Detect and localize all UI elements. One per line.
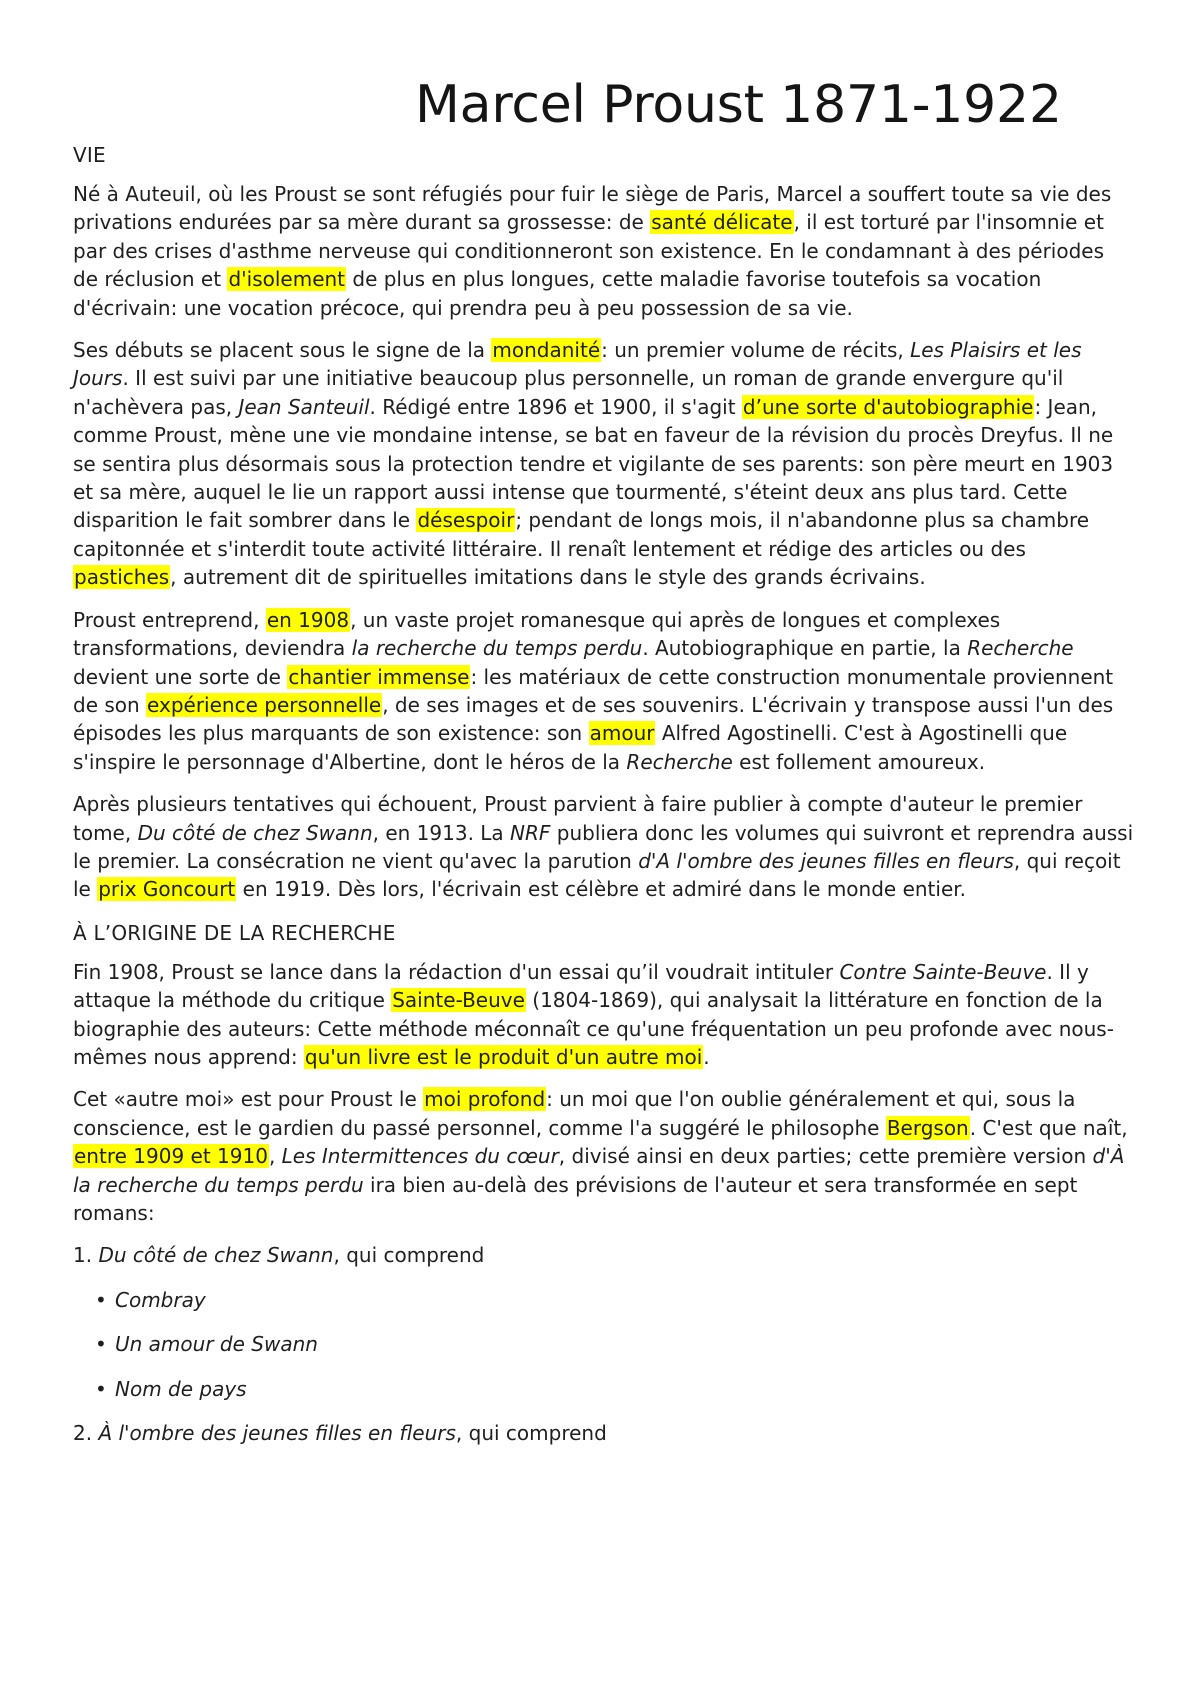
text-run: Né à Auteuil, où les Proust se sont réfugiés pour fuir le siège de Paris, Marcel a souffert toute sa vie des privations endurées par sa mère durant sa grossesse: de [73,182,1112,235]
text-run: Ses débuts se placent sous le signe de la [73,338,492,363]
highlighted-text: amour [589,721,655,746]
text-run: devient une sorte de [73,664,288,689]
bullet-list-item [73,1375,1134,1403]
text-run: , de ses images et de ses souvenirs. L'écrivain y transpose aussi l'un des épisodes les plus marquants de son existence: son [73,692,1114,746]
highlighted-text: chantier immense [288,664,470,689]
text-run: : Jean, comme Proust, mène une vie mondaine intense, se bat en faveur de la révision du procès Dreyfus. Il ne se sentira plus désormais sous la protection tendre et vigilante de ses parents: son père meurt en 1903 et sa mère, auquel le lie un rapport aussi intense que tourmenté, s'éteint deux ans plus tard. Cette disparition le fait sombrer dans le [73,394,1114,533]
book-title: Du côté de chez Swann [98,1243,334,1268]
text-run: publiera donc les volumes qui suivront et reprendra aussi le premier. La consécration ne vient qu'avec la parution [73,820,1134,873]
italic-text: Les Intermittences du cœur [281,1144,559,1169]
text-run: ; pendant de longs mois, il n'abandonne plus sa chambre capitonnée et s'interdit toute activité littéraire. Il renaît lentement et rédige des articles ou des [73,508,1090,561]
text-run: , divisé ainsi en deux parties; cette première version [558,1144,1093,1169]
paragraph [73,1085,1134,1227]
text-run: . Rédigé entre 1896 et 1900, il s'agit [369,394,742,419]
list-number: 1. [73,1243,93,1268]
highlighted-text: désespoir [417,508,515,533]
text-run: . Il y attaque la méthode du critique [73,959,1089,1013]
text-run: ira bien au-delà des prévisions de l'auteur et sera transformée en sept romans: [73,1172,1078,1225]
italic-text: Du côté de chez Swann [137,820,373,845]
text-run: . C'est que naît, [969,1115,1128,1140]
section-heading-origine: À L’ORIGINE DE LA RECHERCHE [73,920,396,945]
text-run: Après plusieurs tentatives qui échouent, Proust parvient à faire publier à compte d'auteur le premier tome, [73,792,1083,845]
numbered-list-item [73,1419,1134,1447]
highlighted-text: en 1908 [266,607,350,632]
highlighted-text: entre 1909 et 1910 [74,1144,268,1169]
italic-text: Jean Santeuil [238,394,370,419]
list-item-suffix: , qui comprend [455,1421,607,1446]
text-run: , un vaste projet romanesque qui après de longues et complexes transformations, deviendra [73,607,1001,661]
bullet-icon: • [95,1287,107,1312]
highlighted-text: mondanité [492,338,601,363]
bullet-list-item [73,1330,1134,1358]
text-run: est follement amoureux. [732,749,986,774]
italic-text: Les Plaisirs et les Jours [73,338,1082,391]
bullet-icon: • [95,1376,107,1401]
list-item-suffix: , qui comprend [333,1243,485,1268]
text-run: Alfred Agostinelli. C'est à Agostinelli que s'inspire le personnage d'Albertine, dont le héros de la [73,721,1068,774]
text-run: , en 1913. La [372,820,511,845]
text-run: de plus en plus longues, cette maladie favorise toutefois sa vocation d'écrivain: une vocation précoce, qui prendra peu à peu possession de sa vie. [73,267,1042,320]
text-run: : un moi que l'on oublie généralement et qui, sous la conscience, est le gardien du passé personnel, comme l'a suggéré le philosophe [73,1087,1076,1140]
text-run: , qui reçoit le [73,848,1121,902]
text-run: Fin 1908, Proust se lance dans la rédaction d'un essai qu’il voudrait intituler [73,959,840,984]
text-run: Cet «autre moi» est pour Proust le [73,1087,424,1112]
bullet-icon: • [95,1332,107,1357]
highlighted-text: d’une sorte d'autobiographie [742,394,1034,419]
italic-text: d'À la recherche du temps perdu [73,1144,1125,1197]
text-run: en 1919. Dès lors, l'écrivain est célèbre et admiré dans le monde entier. [236,877,967,902]
text-run: , il est torturé par l'insomnie et par des crises d'asthme nerveuse qui conditionneront son existence. En le condamnant à des périodes de réclusion et [73,210,1105,292]
text-run: , [268,1144,282,1169]
highlighted-text: santé délicate [651,210,793,235]
highlighted-text: Sainte-Beuve [392,988,525,1013]
highlighted-text: prix Goncourt [98,877,236,902]
text-run: . [703,1044,710,1069]
section-heading-vie: VIE [73,143,106,167]
paragraph [73,606,1134,776]
book-title: À l'ombre des jeunes filles en fleurs [98,1421,456,1446]
text-run: . Autobiographique en partie, la [642,636,968,661]
text-run: . Il est suivi par une initiative beaucoup plus personnelle, un roman de grande envergure qu'il n'achèvera pas, [73,366,1064,419]
text-run: Proust entreprend, [73,607,266,632]
text-run: : les matériaux de cette construction monumentale proviennent de son [73,664,1114,717]
list-number: 2. [73,1421,93,1446]
paragraph [73,958,1134,1072]
highlighted-text: pastiches [74,565,170,590]
italic-text: la recherche du temps perdu [351,636,643,661]
italic-text: Recherche [967,636,1074,661]
italic-text: Contre Sainte-Beuve [839,959,1047,984]
sub-item-title: Un amour de Swann [115,1332,318,1357]
italic-text: d'A l'ombre des jeunes filles en fleurs [638,848,1014,873]
highlighted-text: d'isolement [228,267,346,292]
numbered-list-item [73,1241,1134,1269]
text-run: , autrement dit de spirituelles imitations dans le style des grands écrivains. [170,565,926,590]
italic-text: NRF [510,820,551,845]
highlighted-text: expérience personnelle [147,692,382,717]
text-run: (1804-1869), qui analysait la littérature en fonction de la biographie des auteurs: Cette méthode méconnaît ce qu'une fréquentation un peu profonde avec nous-mêmes nous apprend: [73,988,1114,1069]
paragraph [73,336,1134,592]
bullet-list-item [73,1286,1134,1314]
page-title: Marcel Proust 1871-1922 [415,75,1062,135]
paragraph [73,790,1134,904]
text-run: : un premier volume de récits, [601,338,911,363]
highlighted-text: qu'un livre est le produit d'un autre moi [304,1044,703,1069]
italic-text: Recherche [626,749,733,774]
highlighted-text: moi profond [424,1087,546,1112]
paragraph [73,180,1134,322]
sub-item-title: Nom de pays [115,1376,247,1401]
highlighted-text: Bergson [886,1115,969,1140]
sub-item-title: Combray [115,1287,206,1312]
